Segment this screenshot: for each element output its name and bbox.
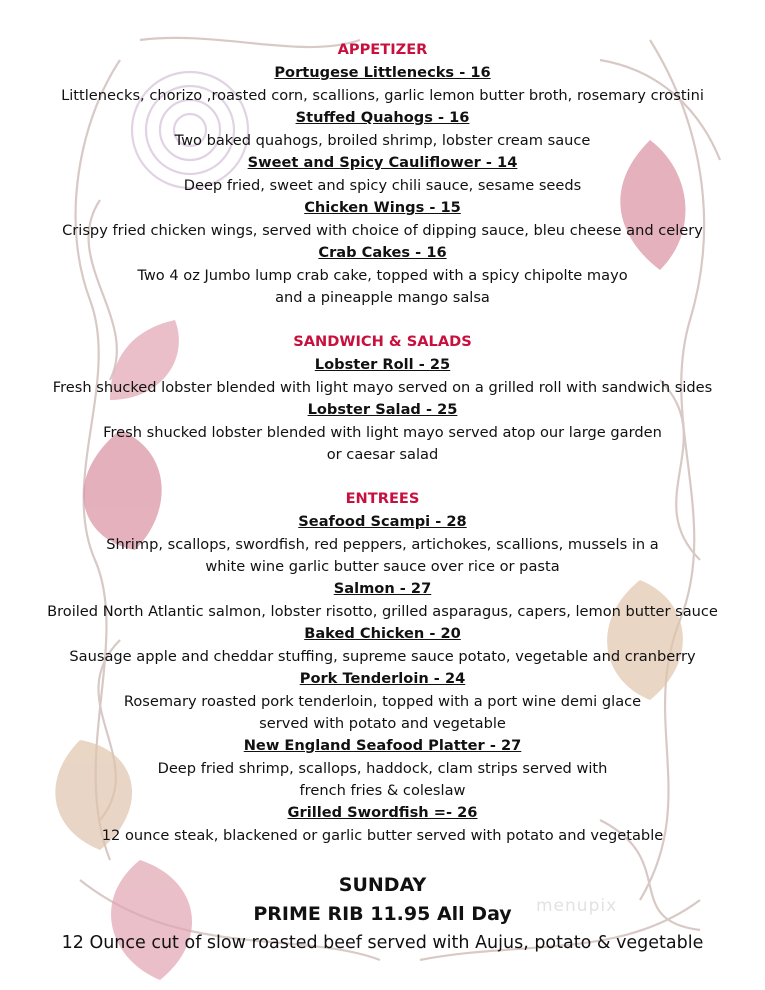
- menu-item-title: Lobster Salad - 25: [307, 401, 458, 418]
- menu-item-description: or caesar salad: [326, 446, 439, 463]
- menu-item-description: served with potato and vegetable: [259, 715, 506, 732]
- menu-item-title: Baked Chicken - 20: [304, 625, 461, 642]
- menu-item-description: Fresh shucked lobster blended with light mayo served on a grilled roll with sandwich sides: [52, 379, 713, 396]
- watermark-text: menupix: [536, 896, 618, 916]
- menu-item-title: Portugese Littlenecks - 16: [274, 64, 491, 81]
- sunday-heading: SUNDAY: [338, 874, 427, 896]
- sunday-special-description: 12 Ounce cut of slow roasted beef served with Aujus, potato & vegetable: [61, 933, 704, 953]
- sunday-special-title: PRIME RIB 11.95 All Day: [253, 903, 512, 925]
- menu-item-title: Seafood Scampi - 28: [298, 513, 467, 530]
- menu-item-description: Littlenecks, chorizo ,roasted corn, scallions, garlic lemon butter broth, rosemary crostini: [61, 87, 704, 104]
- menu-item-description: Deep fried shrimp, scallops, haddock, clam strips served with: [157, 760, 608, 777]
- menu-item-description: white wine garlic butter sauce over rice or pasta: [205, 558, 560, 575]
- entrees-heading: ENTREES: [345, 490, 420, 507]
- menu-item-description: Two baked quahogs, broiled shrimp, lobster cream sauce: [174, 132, 591, 149]
- menu-item-description: Sausage apple and cheddar stuffing, supreme sauce potato, vegetable and cranberry: [69, 648, 696, 665]
- menu-item-description: Crispy fried chicken wings, served with choice of dipping sauce, bleu cheese and celery: [62, 222, 703, 239]
- menu-item-title: Pork Tenderloin - 24: [299, 670, 466, 687]
- menu-item-description: Broiled North Atlantic salmon, lobster risotto, grilled asparagus, capers, lemon butter sauce: [47, 603, 718, 620]
- menu-item-title: Grilled Swordfish =- 26: [287, 804, 478, 821]
- menu-item-description: Two 4 oz Jumbo lump crab cake, topped with a spicy chipolte mayo: [137, 267, 628, 284]
- appetizer-heading: APPETIZER: [337, 41, 428, 58]
- menu-item-title: Stuffed Quahogs - 16: [295, 109, 470, 126]
- menu-item-description: Shrimp, scallops, swordfish, red peppers, artichokes, scallions, mussels in a: [106, 536, 659, 553]
- menu-item-description: french fries & coleslaw: [299, 782, 466, 799]
- menu-item-title: Crab Cakes - 16: [318, 244, 447, 261]
- menu-item-title: Sweet and Spicy Cauliflower - 14: [247, 154, 518, 171]
- menu-item-title: New England Seafood Platter - 27: [243, 737, 522, 754]
- menu-item-title: Chicken Wings - 15: [304, 199, 461, 216]
- menu-item-description: Fresh shucked lobster blended with light mayo served atop our large garden: [103, 424, 662, 441]
- menu-item-title: Lobster Roll - 25: [314, 356, 451, 373]
- menu-item-description: Rosemary roasted pork tenderloin, topped with a port wine demi glace: [123, 693, 642, 710]
- menu-item-description: and a pineapple mango salsa: [275, 289, 490, 306]
- menu-item-description: 12 ounce steak, blackened or garlic butter served with potato and vegetable: [101, 827, 664, 844]
- menu-item-description: Deep fried, sweet and spicy chili sauce, sesame seeds: [183, 177, 582, 194]
- menu-item-title: Salmon - 27: [333, 580, 432, 597]
- sandwich-salads-heading: SANDWICH & SALADS: [293, 333, 472, 350]
